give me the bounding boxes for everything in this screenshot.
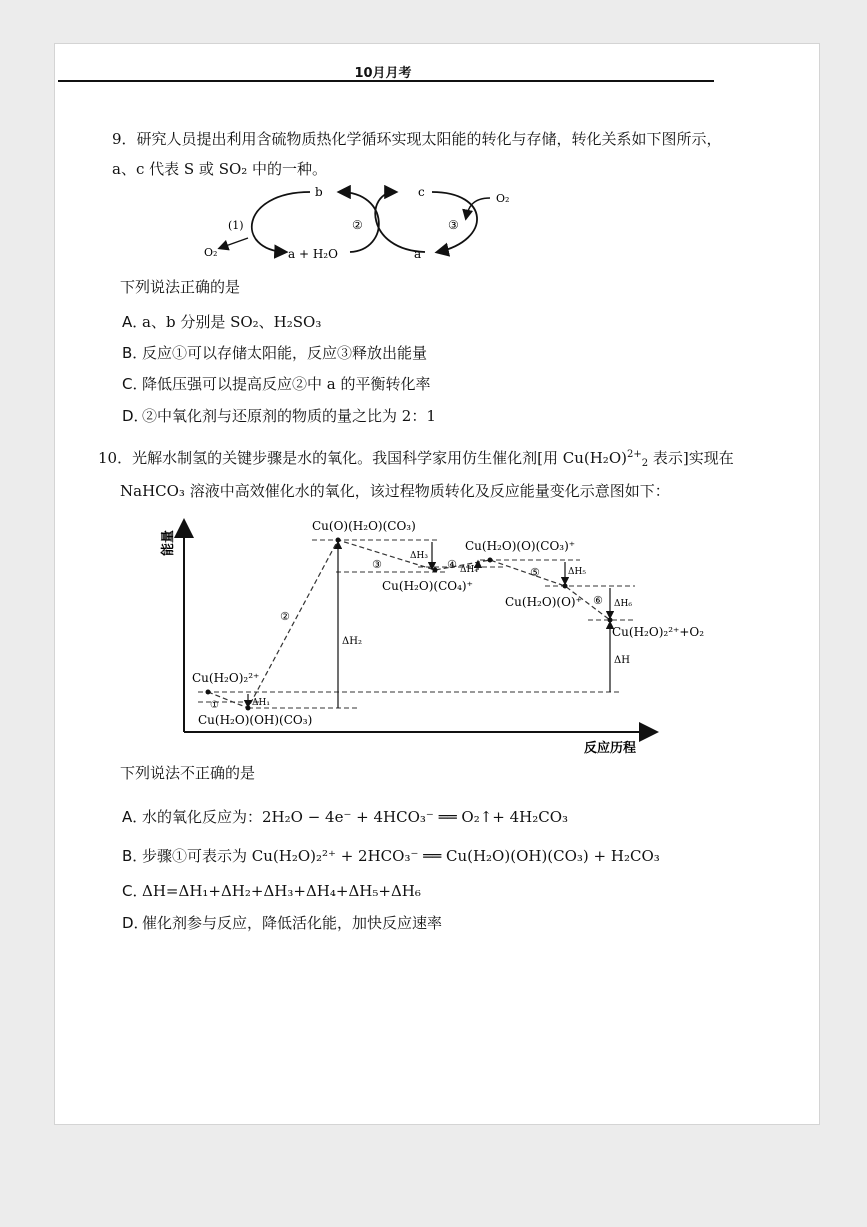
q9-option-d — [122, 405, 436, 426]
option-label: C． — [122, 882, 148, 900]
delta-h5-label: ΔH₅ — [568, 567, 586, 577]
energy-diagram — [160, 510, 705, 760]
page-header: 10月月考 — [354, 66, 412, 81]
species-label-s2: Cu(O)(H₂O)(CO₃) — [312, 519, 416, 533]
option-text: 水的氧化反应为：2H₂O − 4e⁻ + 4HCO₃⁻ ══ O₂↑+ 4H₂CO₃ — [142, 808, 569, 826]
x-axis-label: 反应历程 — [584, 741, 637, 756]
q9-cycle-diagram — [200, 180, 530, 270]
species-label-s6: Cu(H₂O)₂²⁺+O₂ — [612, 625, 705, 639]
diagram-label-a-h2o: a + H₂O — [288, 247, 338, 261]
delta-h2-label: ΔH₂ — [342, 636, 362, 647]
species-label-s3: Cu(H₂O)(CO₄)⁺ — [382, 579, 473, 593]
header-rule — [58, 80, 714, 82]
species-label-s5: Cu(H₂O)(O)⁺ — [505, 595, 582, 609]
option-text: ΔH=ΔH₁+ΔH₂+ΔH₃+ΔH₄+ΔH₅+ΔH₆ — [142, 882, 421, 900]
q9-stem-line1: 9．研究人员提出利用含硫物质热化学循环实现太阳能的转化与存储，转化关系如下图所示， — [112, 130, 722, 148]
diagram-reaction-3: ③ — [448, 218, 459, 232]
diagram-label-o2-left: O₂ — [204, 246, 218, 259]
y-axis-label: 能量 — [161, 529, 176, 556]
option-label: C． — [122, 375, 148, 393]
q10-stem-line2: NaHCO₃ 溶液中高效催化水的氧化，该过程物质转化及反应能量变化示意图如下： — [120, 482, 670, 500]
option-label: D． — [122, 914, 149, 932]
catalyst-formula: Cu(H₂O) — [562, 449, 627, 467]
option-label: B． — [122, 847, 148, 865]
delta-h6-label: ΔH₆ — [614, 599, 632, 609]
species-label-s4: Cu(H₂O)(O)(CO₃)⁺ — [465, 539, 576, 553]
q10-option-b — [122, 845, 660, 866]
q10-stem-pre: 10．光解水制氢的关键步骤是水的氧化。我国科学家用仿生催化剂[用 — [98, 449, 558, 467]
species-label-s1: Cu(H₂O)(OH)(CO₃) — [198, 713, 313, 727]
option-label: A． — [122, 808, 148, 826]
option-text: 步骤①可表示为 Cu(H₂O)₂²⁺ + 2HCO₃⁻ ══ Cu(H₂O)(OH)(CO₃) + H₂CO₃ — [142, 847, 660, 865]
step-marker-2: ② — [280, 610, 290, 623]
option-label: A． — [122, 313, 148, 331]
diagram-label-a: a — [414, 247, 422, 261]
q9-option-b — [122, 342, 427, 363]
q10-option-c — [122, 880, 421, 901]
diagram-label-b: b — [315, 185, 323, 199]
delta-h-label: ΔH — [614, 655, 630, 666]
option-text: 催化剂参与反应，降低活化能，加快反应速率 — [142, 914, 443, 932]
q10-stem-post: 表示]实现在 — [652, 449, 734, 467]
diagram-label-o2-right: O₂ — [496, 192, 510, 205]
q9-prompt: 下列说法正确的是 — [120, 278, 241, 296]
option-text: 反应①可以存储太阳能，反应③释放出能量 — [142, 344, 428, 362]
step-marker-5: ⑤ — [530, 566, 540, 579]
delta-h4-label: ΔH₄ — [460, 565, 478, 575]
option-label: D． — [122, 407, 149, 425]
option-text: ②中氧化剂与还原剂的物质的量之比为 2：1 — [142, 407, 436, 425]
delta-h3-label: ΔH₃ — [410, 551, 428, 561]
diagram-reaction-2: ② — [352, 218, 363, 232]
q9-option-c — [122, 373, 430, 394]
species-label-s0: Cu(H₂O)₂²⁺ — [192, 671, 260, 685]
diagram-label-c: c — [418, 185, 425, 199]
step-marker-1: ① — [210, 700, 219, 711]
step-marker-4: ④ — [447, 558, 457, 571]
q10-prompt: 下列说法不正确的是 — [120, 764, 256, 782]
diagram-reaction-1: (1) — [228, 219, 244, 232]
q9-option-a — [122, 311, 321, 332]
option-label: B． — [122, 344, 148, 362]
step-marker-3: ③ — [372, 558, 382, 571]
option-text: a、b 分别是 SO₂、H₂SO₃ — [142, 313, 322, 331]
q10-option-d — [122, 912, 442, 933]
q9-stem-line2: a、c 代表 S 或 SO₂ 中的一种。 — [112, 160, 328, 178]
step-marker-6: ⑥ — [593, 594, 603, 607]
delta-h1-label: ΔH₁ — [252, 698, 270, 708]
option-text: 降低压强可以提高反应②中 a 的平衡转化率 — [142, 375, 431, 393]
q10-option-a — [122, 806, 568, 827]
catalyst-charge: 2+ — [626, 449, 642, 460]
q10-stem-line1 — [98, 444, 734, 475]
catalyst-subscript: 2 — [641, 458, 649, 469]
